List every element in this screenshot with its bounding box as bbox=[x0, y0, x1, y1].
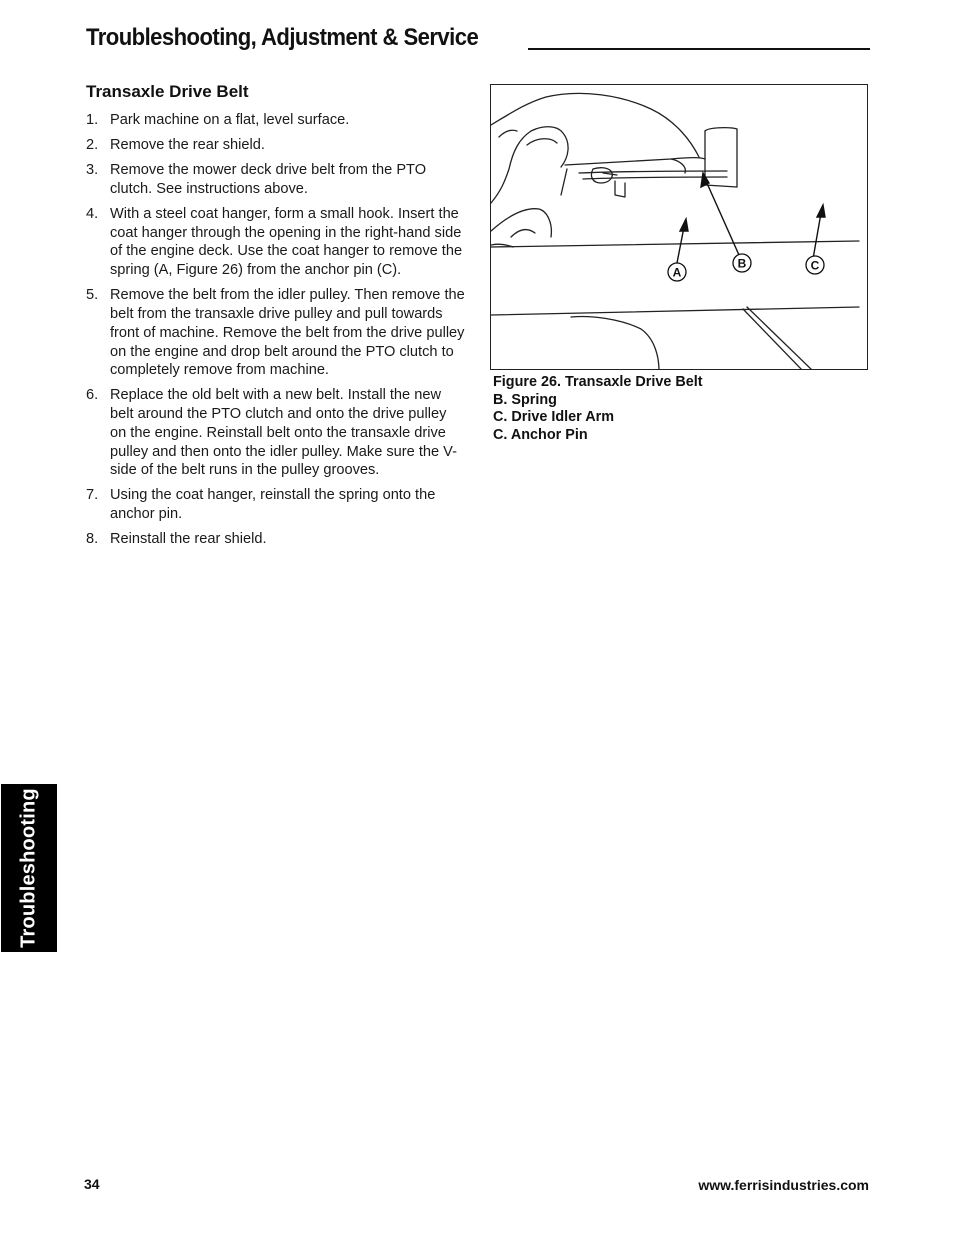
step-text: Remove the rear shield. bbox=[110, 136, 265, 153]
step-number: 8. bbox=[86, 531, 99, 548]
step-number: 6. bbox=[86, 387, 99, 404]
header-rule bbox=[528, 48, 870, 50]
section-title: Transaxle Drive Belt bbox=[86, 82, 249, 101]
step-number: 5. bbox=[86, 287, 99, 304]
figure-caption bbox=[493, 374, 703, 444]
step-text: Using the coat hanger, reinstall the spring onto the anchor pin. bbox=[110, 487, 436, 523]
step-item bbox=[86, 286, 466, 380]
step-item bbox=[86, 486, 466, 524]
section-side-tab bbox=[1, 784, 57, 952]
step-item bbox=[86, 386, 466, 480]
callout-c-label: C bbox=[810, 258, 820, 273]
step-text: With a steel coat hanger, form a small hook. Insert the coat hanger through the opening in the right-hand side of the engine deck. Use the coat hanger to remove the spring (A, Figure 26) from the anchor pin (C). bbox=[110, 205, 463, 279]
figure-caption-item: C. Drive Idler Arm bbox=[493, 409, 615, 426]
figure-caption-item: B. Spring bbox=[493, 391, 557, 408]
step-text: Replace the old belt with a new belt. Install the new belt around the PTO clutch and onto the drive pulley on the engine. Reinstall belt onto the transaxle drive pulley and then onto the idler pulley. Make sure the V-side of the belt runs in the pulley grooves. bbox=[110, 387, 457, 479]
step-item bbox=[86, 136, 466, 155]
step-number: 7. bbox=[86, 487, 99, 504]
step-text: Park machine on a flat, level surface. bbox=[110, 112, 350, 128]
figure-26-illustration bbox=[490, 84, 868, 370]
step-number: 3. bbox=[86, 161, 99, 178]
transaxle-drive-belt-drawing bbox=[491, 85, 868, 370]
page-header-title: Troubleshooting, Adjustment & Service bbox=[86, 24, 479, 51]
step-item bbox=[86, 111, 466, 130]
figure-caption-title: Figure 26. Transaxle Drive Belt bbox=[493, 374, 703, 390]
instruction-steps bbox=[86, 111, 466, 555]
figure-caption-item: C. Anchor Pin bbox=[493, 426, 588, 443]
side-tab-label: Troubleshooting bbox=[17, 788, 40, 948]
callout-a-label: A bbox=[672, 265, 682, 280]
page-number: 34 bbox=[84, 1176, 100, 1192]
step-number: 4. bbox=[86, 205, 99, 222]
step-item bbox=[86, 530, 466, 549]
step-number: 2. bbox=[86, 136, 99, 153]
step-item bbox=[86, 205, 466, 280]
callout-b-label: B bbox=[737, 256, 747, 271]
step-text: Reinstall the rear shield. bbox=[110, 531, 267, 548]
step-text: Remove the mower deck drive belt from the PTO clutch. See instructions above. bbox=[110, 161, 427, 197]
footer-website: www.ferrisindustries.com bbox=[698, 1177, 869, 1193]
step-number: 1. bbox=[86, 112, 99, 128]
step-item bbox=[86, 161, 466, 199]
step-text: Remove the belt from the idler pulley. Then remove the belt from the transaxle drive pulley and pull towards front of machine. Remove the belt from the drive pulley on the engine and drop belt around the PTO clutch to completely remove from machine. bbox=[110, 287, 465, 379]
